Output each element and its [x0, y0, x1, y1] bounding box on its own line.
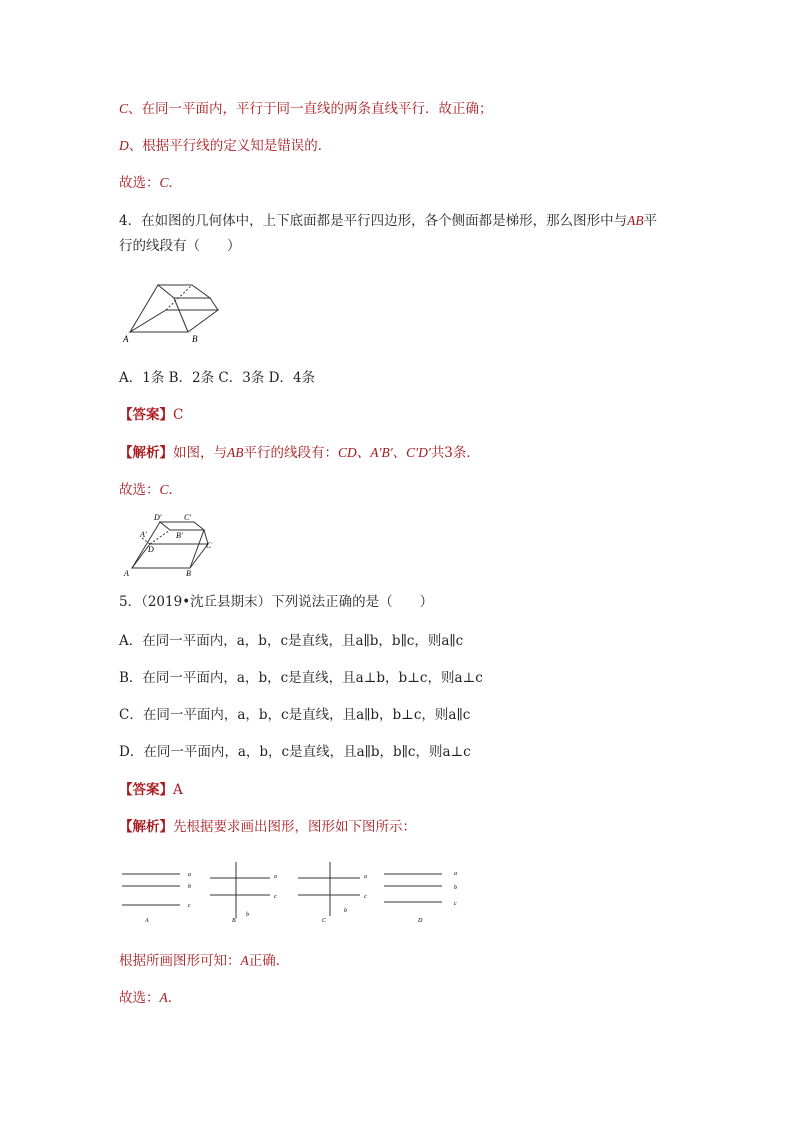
svg-text:a: a: [188, 872, 191, 878]
solution-c-text: 、在同一平面内，平行于同一直线的两条直线平行．故正确；: [128, 101, 493, 117]
line-relation-figures: [118, 858, 478, 928]
svg-text:B: B: [192, 334, 198, 344]
svg-text:D′: D′: [154, 513, 162, 522]
choose-line-4: 故选：C．: [119, 482, 183, 498]
svg-text:B: B: [232, 918, 236, 924]
svg-text:a: a: [454, 871, 457, 877]
labeled-frustum-figure: [120, 510, 230, 582]
choose-line-5: 故选：A．: [119, 990, 182, 1006]
svg-text:b: b: [344, 908, 347, 914]
svg-text:b: b: [454, 885, 457, 891]
svg-text:C: C: [206, 541, 212, 550]
question-4-stem-line2: 行的线段有（ ）: [119, 238, 241, 254]
question-5-option-a: A．在同一平面内，a，b，c是直线，且a∥b，b∥c，则a∥c: [119, 633, 464, 649]
svg-text:C′: C′: [184, 513, 192, 522]
svg-text:a: a: [364, 874, 367, 880]
svg-text:D: D: [148, 545, 154, 554]
svg-text:A: A: [123, 334, 129, 344]
question-5-stem: 5．（2019•沈丘县期末）下列说法正确的是（ ）: [119, 594, 434, 610]
conclusion-5: 根据所画图形可知：A正确．: [119, 953, 290, 969]
svg-text:A′: A′: [140, 530, 147, 539]
frustum-top: [158, 285, 210, 298]
analysis-4: 【解析】如图，与AB平行的线段有：CD、A′B′、C′D′共3条．: [119, 445, 480, 461]
choose-line-3: 故选：C．: [119, 175, 183, 191]
question-4-stem-line1: 4．在如图的几何体中，上下底面都是平行四边形，各个侧面都是梯形，那么图形中与AB平: [119, 213, 658, 229]
svg-text:C: C: [322, 918, 327, 924]
svg-text:D: D: [418, 918, 423, 924]
svg-text:A: A: [124, 569, 129, 578]
svg-text:c: c: [364, 894, 367, 900]
frustum-figure: [118, 270, 228, 350]
svg-text:b: b: [246, 912, 249, 918]
svg-text:c: c: [274, 894, 277, 900]
svg-text:b: b: [188, 884, 191, 890]
frustum-bottom: [130, 310, 218, 332]
svg-text:B′: B′: [176, 531, 183, 540]
answer-5: 【答案】A: [119, 782, 183, 798]
solution-d-text: 、根据平行线的定义知是错误的．: [128, 138, 332, 154]
solution-d-line: [119, 136, 331, 156]
question-5-option-c: C．在同一平面内，a，b，c是直线，且a∥b，b⊥c，则a∥c: [119, 707, 471, 723]
svg-text:c: c: [188, 903, 191, 909]
svg-text:B: B: [186, 569, 191, 578]
question-5-option-d: D．在同一平面内，a，b，c是直线，且a∥b，b∥c，则a⊥c: [119, 744, 471, 760]
svg-text:A: A: [145, 918, 149, 924]
label-d: D: [119, 138, 129, 153]
svg-text:c: c: [454, 901, 457, 907]
question-5-option-b: B．在同一平面内，a，b，c是直线，且a⊥b，b⊥c，则a⊥c: [119, 670, 483, 686]
answer-4: 【答案】C: [119, 407, 184, 423]
svg-text:a: a: [274, 874, 277, 880]
solution-c-line: [119, 99, 493, 119]
question-4-options: A．1条 B．2条 C．3条 D．4条: [119, 370, 316, 386]
label-c: C: [119, 101, 129, 116]
analysis-5: 【解析】先根据要求画出图形，图形如下图所示：: [119, 819, 416, 835]
